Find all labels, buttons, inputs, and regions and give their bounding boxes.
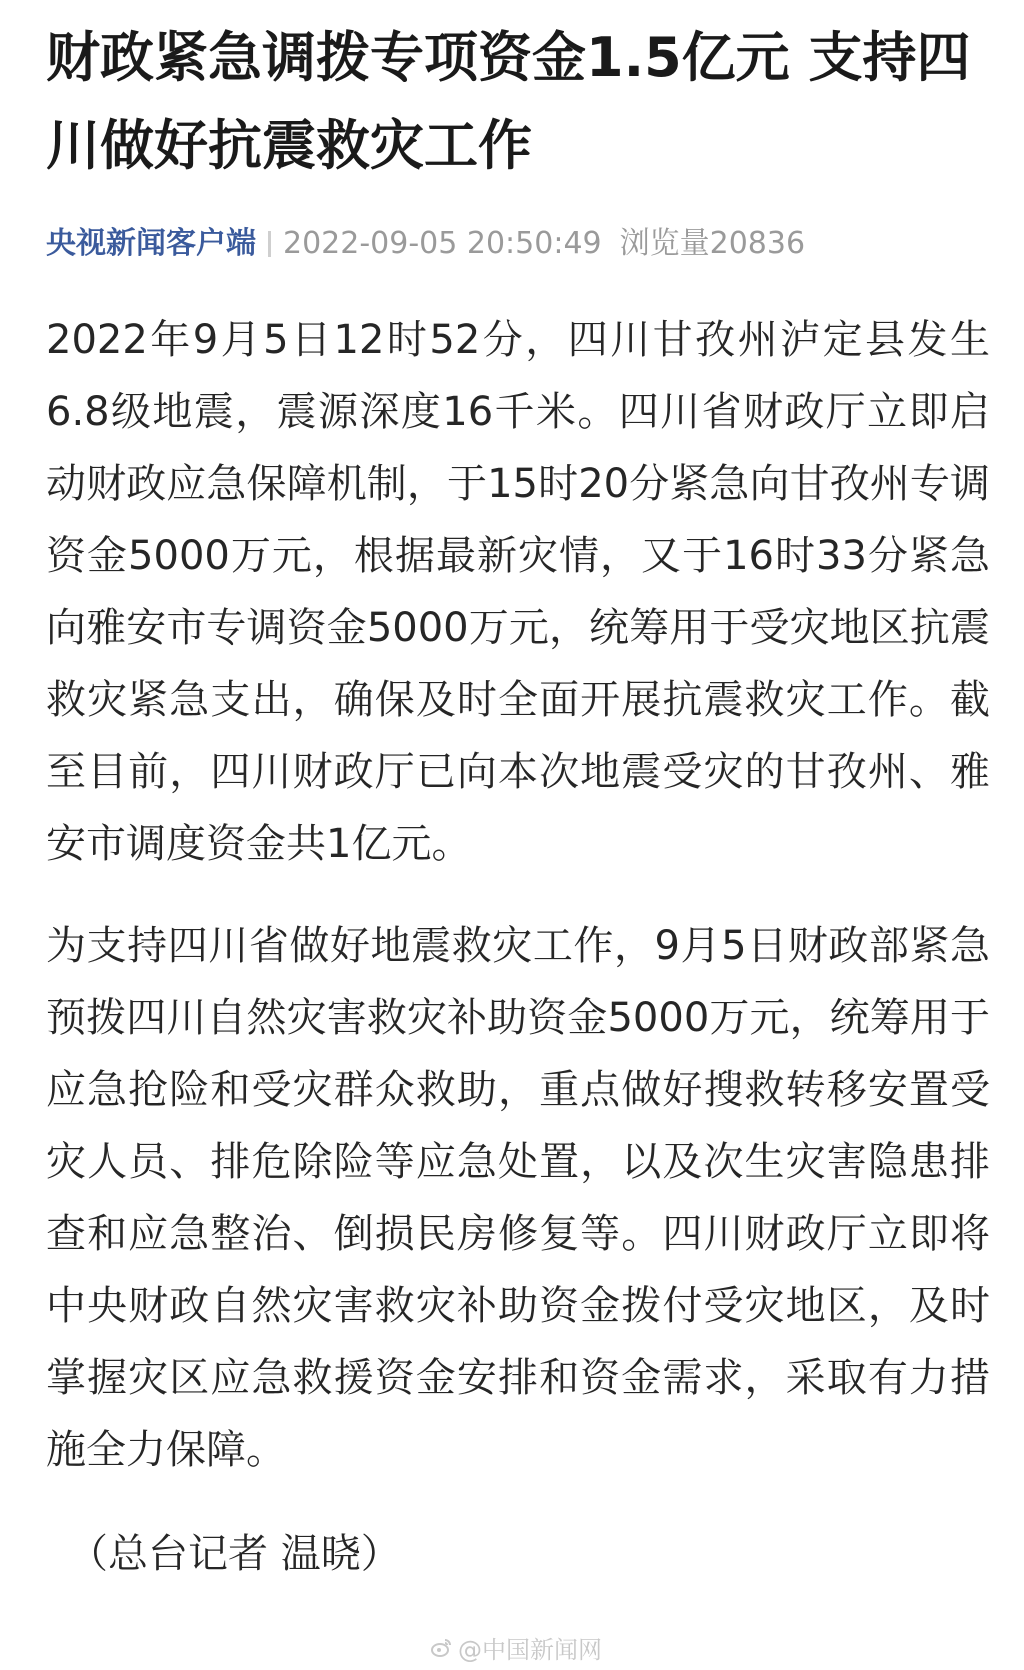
reporter-byline: （总台记者 温晓） bbox=[68, 1531, 401, 1577]
article-meta bbox=[46, 224, 990, 264]
publish-time: 2022-09-05 20:50:49 bbox=[283, 226, 602, 261]
weibo-icon bbox=[430, 1636, 454, 1660]
article bbox=[46, 14, 990, 1590]
article-paragraph: 2022年9月5日12时52分，四川甘孜州泸定县发生6.8级地震，震源深度16千米。四川省财政厅立即启动财政应急保障机制，于15时20分紧急向甘孜州专调资金5000万元，根据最新灾情，又于16时33分紧急向雅安市专调资金5000万元，统筹用于受灾地区抗震救灾紧急支出，确保及时全面开展抗震救灾工作。截至目前，四川财政厅已向本次地震受灾的甘孜州、雅安市调度资金共1亿元。 bbox=[46, 317, 990, 867]
article-title: 财政紧急调拨专项资金1.5亿元 支持四川做好抗震救灾工作 bbox=[46, 26, 971, 177]
watermark-text: @中国新闻网 bbox=[458, 1636, 602, 1664]
view-count: 浏览量20836 bbox=[619, 226, 806, 261]
meta-divider bbox=[268, 231, 271, 257]
watermark bbox=[430, 1630, 602, 1665]
source-name[interactable]: 央视新闻客户端 bbox=[46, 226, 256, 261]
article-paragraph: 为支持四川省做好地震救灾工作，9月5日财政部紧急预拨四川自然灾害救灾补助资金5000万元，统筹用于应急抢险和受灾群众救助，重点做好搜救转移安置受灾人员、排危除险等应急处置，以及次生灾害隐患排查和应急整治、倒损民房修复等。四川财政厅立即将中央财政自然灾害救灾补助资金拨付受灾地区，及时掌握灾区应急救援资金安排和资金需求，采取有力措施全力保障。 bbox=[46, 923, 990, 1473]
